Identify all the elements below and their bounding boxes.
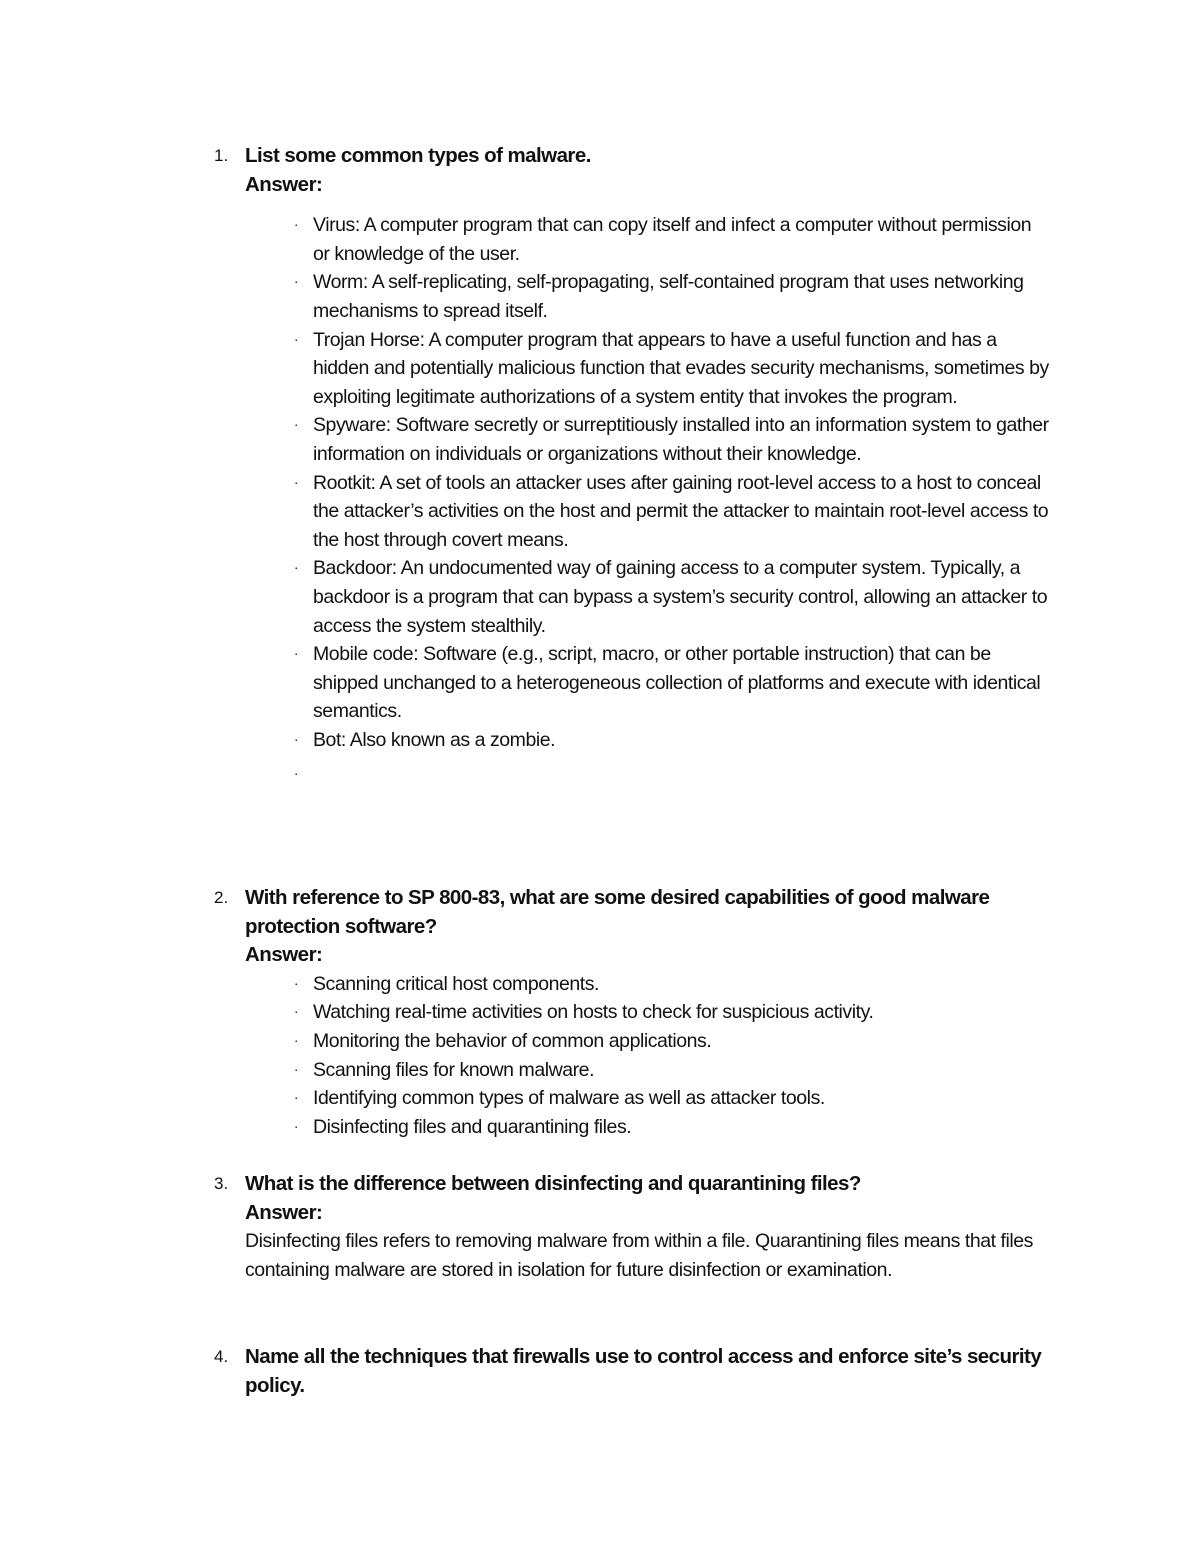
list-item-empty bbox=[289, 754, 1049, 786]
question-2-line bbox=[214, 884, 1094, 941]
list-item-text: Mobile code: Software (e.g., script, macro, or other portable instruction) that can be shipped unchanged to a heterogeneous collection of platforms and execute with identical semantics. bbox=[313, 643, 1041, 723]
question-2 bbox=[214, 884, 1094, 1141]
malware-types-list bbox=[289, 211, 1049, 786]
list-item bbox=[289, 1027, 1049, 1056]
bullet-icon: · bbox=[293, 1089, 299, 1106]
list-item-text: Spyware: Software secretly or surreptitiously installed into an information system to gather information on individuals or organizations without their knowledge. bbox=[313, 414, 1049, 465]
list-item bbox=[289, 1084, 1049, 1113]
bullet-icon: · bbox=[293, 765, 299, 782]
answer-label: Answer: bbox=[245, 943, 323, 967]
bullet-icon: · bbox=[293, 216, 299, 233]
list-item-text: Bot: Also known as a zombie. bbox=[313, 728, 556, 751]
list-item-text: Scanning critical host components. bbox=[313, 972, 600, 995]
answer-label: Answer: bbox=[245, 172, 323, 196]
question-text: List some common types of malware. bbox=[245, 144, 591, 167]
question-text: Name all the techniques that firewalls use to control access and enforce site’s security policy. bbox=[245, 1345, 1042, 1397]
list-item bbox=[289, 554, 1049, 640]
capabilities-list bbox=[289, 970, 1049, 1142]
answer-label: Answer: bbox=[245, 1200, 323, 1224]
bullet-icon: · bbox=[293, 273, 299, 290]
list-item-text: Trojan Horse: A computer program that appears to have a useful function and has a hidden and potentially malicious function that evades security mechanisms, sometimes by exploiting legitimate authorizations of a system entity that invokes the program. bbox=[313, 328, 1049, 408]
list-item bbox=[289, 726, 1049, 755]
bullet-icon: · bbox=[293, 473, 299, 490]
bullet-icon: · bbox=[293, 1060, 299, 1077]
list-item bbox=[289, 411, 1049, 468]
list-item bbox=[289, 970, 1049, 999]
bullet-icon: · bbox=[293, 416, 299, 433]
list-item-text: Virus: A computer program that can copy itself and infect a computer without permission or knowledge of the user. bbox=[313, 214, 1032, 265]
list-item bbox=[289, 998, 1049, 1027]
list-item bbox=[289, 640, 1049, 726]
question-number: 2. bbox=[214, 888, 229, 907]
list-item-text: Scanning files for known malware. bbox=[313, 1058, 595, 1081]
bullet-icon: · bbox=[293, 1117, 299, 1134]
answer-paragraph: Disinfecting files refers to removing malware from within a file. Quarantining files means that files containing malware are stored in isolation for future disinfection or examination. bbox=[245, 1230, 1033, 1281]
bullet-icon: · bbox=[293, 1003, 299, 1020]
list-item bbox=[289, 326, 1049, 412]
list-item-text: Rootkit: A set of tools an attacker uses after gaining root-level access to a host to conceal the attacker’s activities on the host and permit the attacker to maintain root-level access to the host through covert means. bbox=[313, 471, 1049, 551]
bullet-icon: · bbox=[293, 1031, 299, 1048]
question-number: 4. bbox=[214, 1347, 229, 1366]
question-4 bbox=[214, 1343, 1094, 1400]
list-item-text: Identifying common types of malware as well as attacker tools. bbox=[313, 1087, 825, 1110]
question-3-line bbox=[214, 1170, 1094, 1199]
list-item-text: Disinfecting files and quarantining files. bbox=[313, 1115, 632, 1138]
bullet-icon: · bbox=[293, 645, 299, 662]
list-item bbox=[289, 469, 1049, 555]
question-text: What is the difference between disinfecting and quarantining files? bbox=[245, 1172, 861, 1195]
list-item-text: Worm: A self-replicating, self-propagating, self-contained program that uses networking mechanisms to spread itself. bbox=[313, 271, 1024, 322]
bullet-icon: · bbox=[293, 730, 299, 747]
bullet-icon: · bbox=[293, 559, 299, 576]
question-number: 3. bbox=[214, 1174, 229, 1193]
question-1-line bbox=[214, 142, 1094, 171]
list-item bbox=[289, 211, 1049, 268]
bullet-icon: · bbox=[293, 974, 299, 991]
question-3 bbox=[214, 1170, 1094, 1284]
list-item-text: Monitoring the behavior of common applications. bbox=[313, 1029, 712, 1052]
list-item bbox=[289, 268, 1049, 325]
list-item-text: Watching real-time activities on hosts to check for suspicious activity. bbox=[313, 1001, 874, 1024]
list-item-text: Backdoor: An undocumented way of gaining access to a computer system. Typically, a backdoor is a program that can bypass a system’s security control, allowing an attacker to access the system stealthily. bbox=[313, 557, 1048, 637]
question-text: With reference to SP 800-83, what are some desired capabilities of good malware protection software? bbox=[245, 886, 990, 938]
list-item bbox=[289, 1056, 1049, 1085]
question-1 bbox=[214, 142, 1094, 786]
list-item bbox=[289, 1113, 1049, 1142]
question-4-line bbox=[214, 1343, 1094, 1400]
question-number: 1. bbox=[214, 146, 229, 165]
bullet-icon: · bbox=[293, 330, 299, 347]
